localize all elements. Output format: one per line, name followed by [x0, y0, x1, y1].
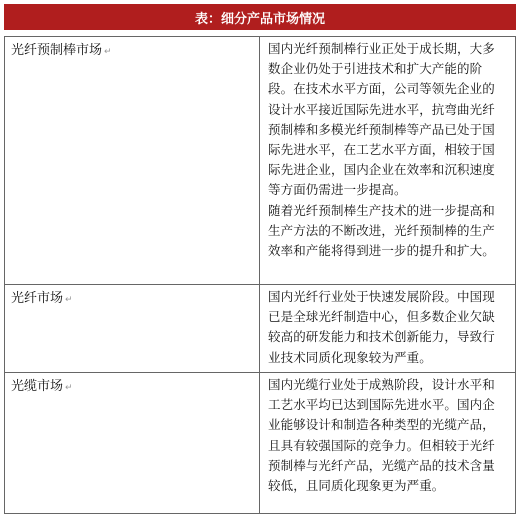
row-label: 光纤市场	[11, 291, 64, 306]
paragraph-mark-icon: ↵	[65, 295, 73, 305]
row-label-cell	[4, 372, 259, 514]
description-paragraph: 国内光纤行业处于快速发展阶段。中国现已是全球光纤制造中心，但多数企业欠缺较高的研发能力和技术创新能力，导致行业技术同质化现象较为严重。	[268, 289, 495, 365]
table-row	[4, 284, 516, 372]
paragraph-mark-icon: ↵	[104, 47, 112, 57]
description-paragraph: 国内光缆行业处于成熟阶段，设计水平和工艺水平均已达到国际先进水平。国内企业能够设计和制造各种类型的光缆产品，且具有较强国际的竞争力。但相较于光纤预制棒与光纤产品，光缆产品的技术含量较低，且同质化现象更为严重。	[268, 377, 495, 494]
paragraph-mark-icon: ↵	[65, 383, 73, 393]
row-label-cell	[4, 284, 259, 372]
row-label-cell	[4, 36, 259, 284]
table-title: 表：细分产品市场情况	[4, 4, 516, 30]
table-row	[4, 372, 516, 514]
row-label: 光缆市场	[11, 379, 64, 394]
row-description-cell	[259, 284, 516, 372]
row-label: 光纤预制棒市场	[11, 43, 103, 58]
market-table	[4, 36, 516, 514]
description-paragraph: 随着光纤预制棒生产技术的进一步提高和生产方法的不断改进，光纤预制棒的生产效率和产能将得到进一步的提升和扩大。	[268, 202, 495, 259]
description-paragraph: 国内光纤预制棒行业正处于成长期，大多数企业仍处于引进技术和扩大产能的阶段。在技术水平方面，公司等领先企业的设计水平接近国际先进水平，抗弯曲光纤预制棒和多模光纤预制棒等产品已处于国际先进水平，在工艺水平方面，相较于国际先进企业，国内企业在效率和沉积速度等方面仍需进一步提高。	[268, 41, 495, 198]
table-row	[4, 36, 516, 284]
row-description-cell	[259, 36, 516, 284]
row-description-cell	[259, 372, 516, 514]
